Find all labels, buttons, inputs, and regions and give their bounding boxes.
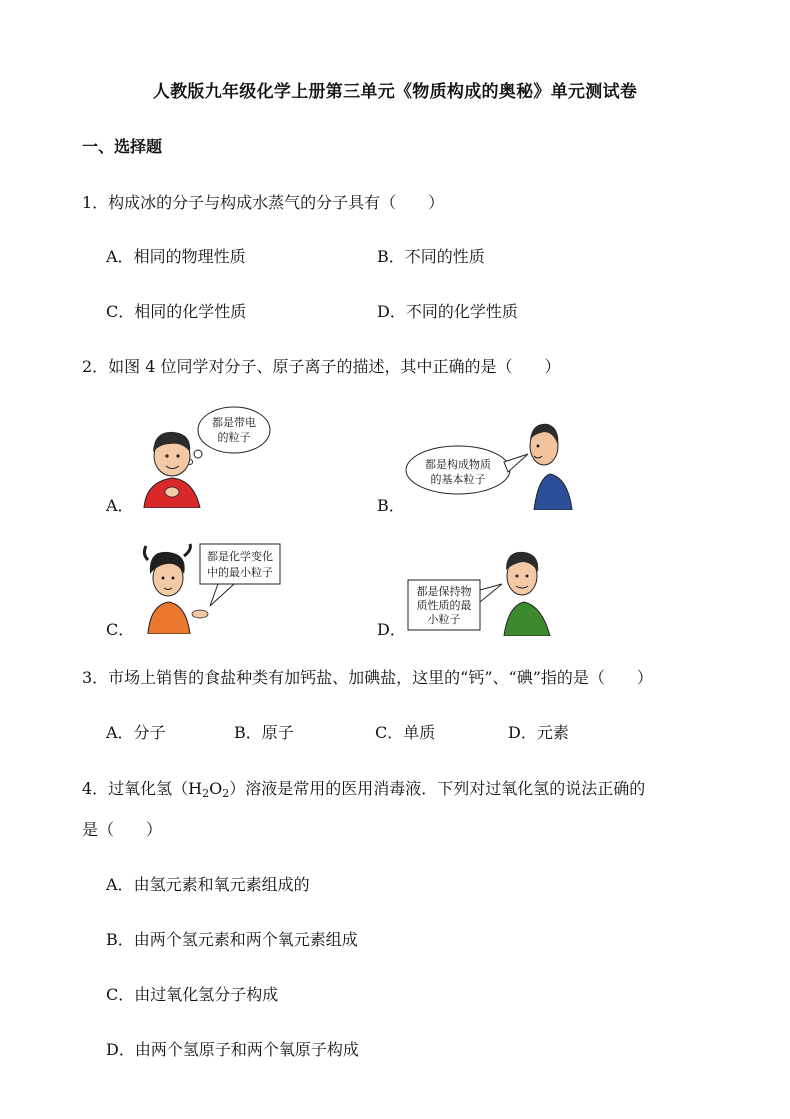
- figure-c-bubble-line-1: 都是化学变化: [207, 550, 273, 563]
- question-3-stem: 3．市场上销售的食盐种类有加钙盐、加碘盐，这里的“钙”、“碘”指的是（ ）: [82, 668, 653, 687]
- figure-c-label[interactable]: C．: [106, 620, 135, 639]
- question-4-option-d[interactable]: [106, 1037, 359, 1060]
- figure-d-label[interactable]: D．: [377, 620, 406, 639]
- question-4-stem: [82, 776, 645, 800]
- question-3-option-c[interactable]: [375, 720, 435, 743]
- option-text: 由两个氢原子和两个氧原子构成: [134, 1040, 359, 1059]
- figure-b-illustration: [404, 418, 576, 510]
- option-label: D．: [508, 723, 537, 742]
- question-1-stem: 1．构成冰的分子与构成水蒸气的分子具有（ ）: [82, 193, 445, 212]
- option-label: A．: [106, 875, 134, 894]
- figure-b-bubble-line-1: 都是构成物质: [425, 458, 491, 471]
- figure-d-bubble-line-3: 小粒子: [427, 613, 461, 626]
- question-4-option-a[interactable]: [106, 872, 310, 895]
- question-3-option-d[interactable]: [508, 720, 569, 743]
- option-label: B．: [234, 723, 262, 742]
- option-label: D．: [377, 302, 406, 321]
- option-label: B．: [377, 247, 405, 266]
- formula-subscript: 2: [222, 787, 230, 800]
- figure-b-label[interactable]: B．: [377, 496, 405, 515]
- option-label: C．: [106, 985, 135, 1004]
- figure-a-bubble-line-1: 都是带电: [212, 416, 256, 429]
- question-2-stem: 2．如图 4 位同学对分子、原子离子的描述，其中正确的是（ ）: [82, 357, 561, 376]
- option-label: C．: [375, 723, 404, 742]
- option-text: 元素: [536, 723, 569, 742]
- formula-subscript: 2: [202, 787, 210, 800]
- question-1-option-c[interactable]: [106, 299, 246, 322]
- stem-part: ）溶液是常用的医用消毒液．下列对过氧化氢的说法正确的: [229, 779, 646, 798]
- option-text: 单质: [403, 723, 436, 742]
- question-4-option-b[interactable]: [106, 927, 358, 950]
- option-text: 相同的化学性质: [134, 302, 247, 321]
- question-4-option-c[interactable]: [106, 982, 278, 1005]
- question-4-stem-line-2: 是（ ）: [82, 820, 163, 839]
- option-text: 不同的化学性质: [405, 302, 518, 321]
- figure-a-illustration: [136, 404, 286, 508]
- stem-part: O: [209, 779, 223, 798]
- option-text: 由氢元素和氧元素组成的: [133, 875, 310, 894]
- question-1-option-d[interactable]: [377, 299, 518, 322]
- option-text: 由两个氢元素和两个氧元素组成: [133, 930, 358, 949]
- option-label: D．: [106, 1040, 135, 1059]
- figure-d-bubble-line-1: 都是保持物: [416, 585, 472, 598]
- document-title: 人教版九年级化学上册第三单元《物质构成的奥秘》单元测试卷: [152, 82, 638, 102]
- figure-c-illustration: [138, 540, 288, 634]
- figure-a-label[interactable]: A．: [106, 496, 134, 515]
- option-text: 相同的物理性质: [133, 247, 246, 266]
- question-1-option-a[interactable]: [106, 244, 246, 267]
- question-3-option-b[interactable]: [234, 720, 294, 743]
- figure-d-illustration: [404, 544, 556, 636]
- question-3-option-a[interactable]: [106, 720, 166, 743]
- stem-part: 4．过氧化氢（H: [82, 779, 203, 798]
- option-label: B．: [106, 930, 134, 949]
- option-text: 不同的性质: [404, 247, 485, 266]
- option-label: A．: [106, 723, 134, 742]
- option-label: C．: [106, 302, 135, 321]
- section-heading: 一、选择题: [82, 137, 163, 156]
- option-text: 分子: [133, 723, 166, 742]
- option-text: 由过氧化氢分子构成: [134, 985, 279, 1004]
- question-1-option-b[interactable]: [377, 244, 485, 267]
- option-label: A．: [106, 247, 134, 266]
- figure-b-bubble-line-2: 的基本粒子: [430, 473, 486, 486]
- figure-d-bubble-line-2: 质性质的最: [416, 599, 472, 612]
- figure-c-bubble-line-2: 中的最小粒子: [207, 566, 273, 579]
- figure-a-bubble-line-2: 的粒子: [217, 431, 251, 444]
- option-text: 原子: [261, 723, 294, 742]
